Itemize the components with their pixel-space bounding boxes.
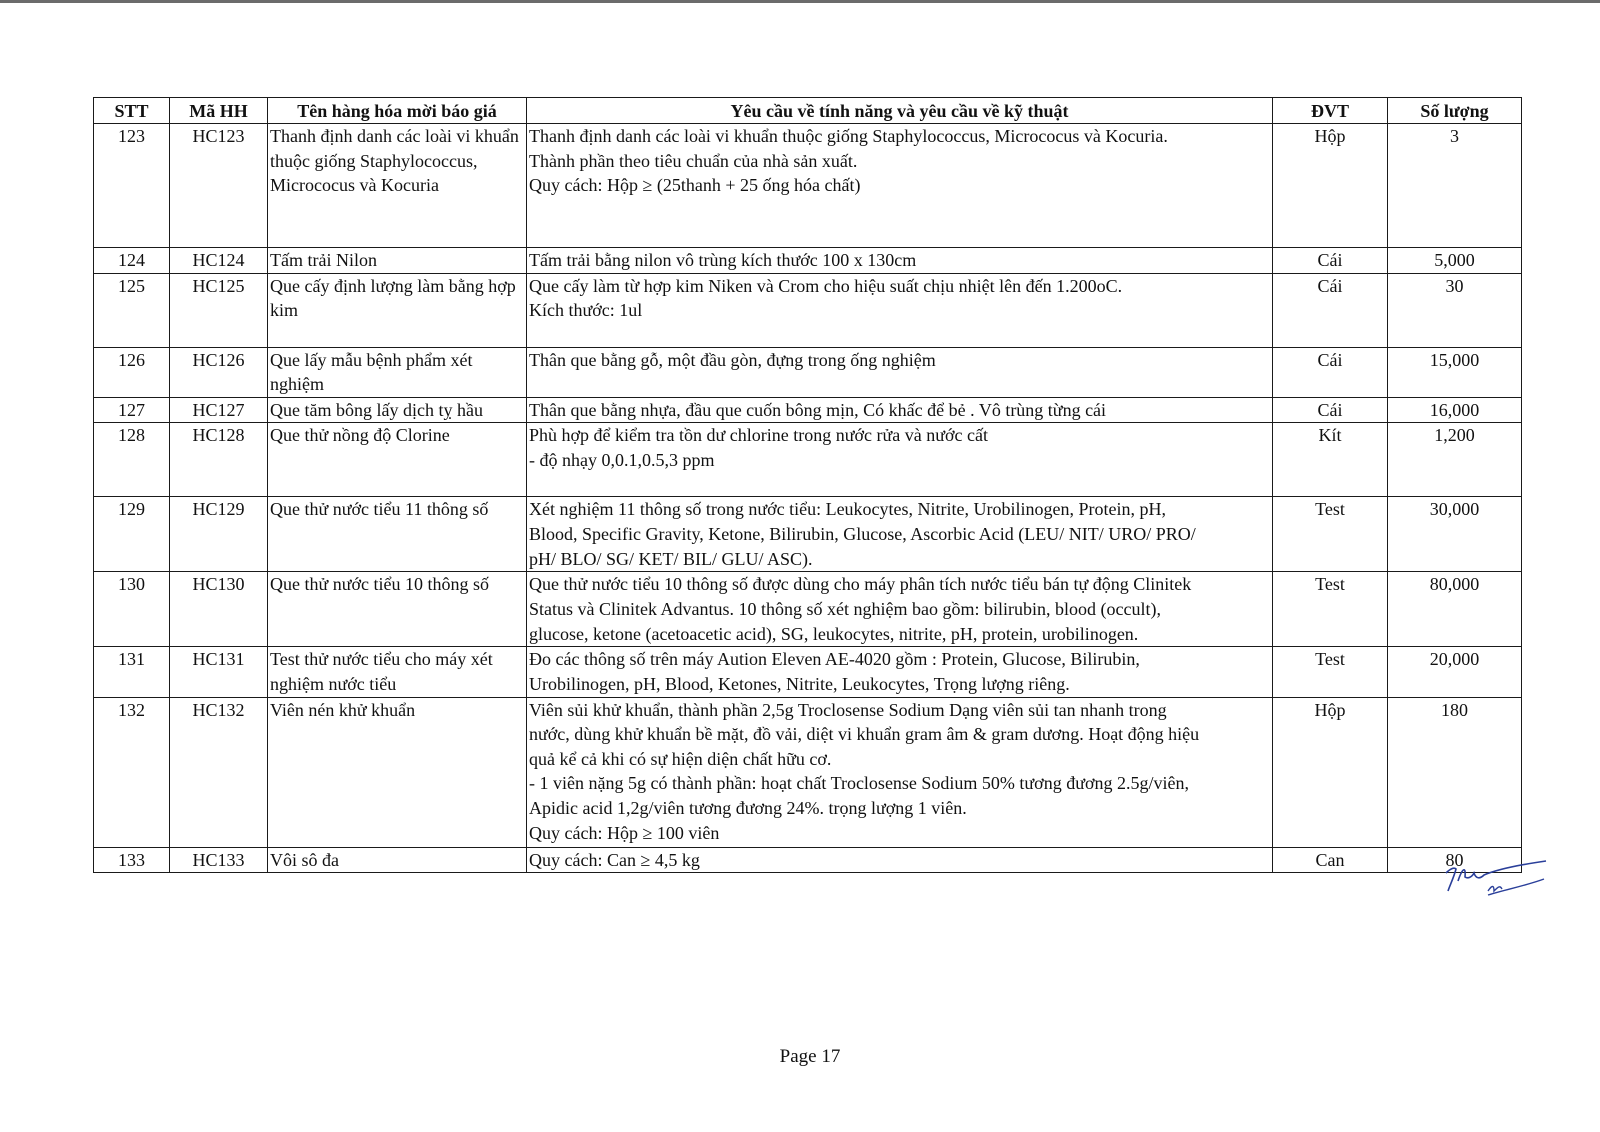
cell-name: Tấm trải Nilon: [268, 248, 527, 274]
cell-stt: 129: [94, 497, 170, 572]
cell-quantity: 180: [1388, 697, 1522, 847]
requirement-line: Phù hợp để kiểm tra tồn dư chlorine trong nước rửa và nước cất: [529, 425, 988, 446]
header-code: Mã HH: [170, 98, 268, 124]
requirement-line: pH/ BLO/ SG/ KET/ BIL/ GLU/ ASC).: [529, 548, 813, 569]
cell-stt: 131: [94, 647, 170, 697]
cell-requirements: [527, 497, 1273, 572]
cell-requirements: [527, 273, 1273, 347]
cell-code: HC131: [170, 647, 268, 697]
cell-stt: 130: [94, 572, 170, 647]
cell-quantity: 80,000: [1388, 572, 1522, 647]
handwritten-signature: [1438, 855, 1550, 903]
cell-unit: Test: [1273, 647, 1388, 697]
requirement-line: Quy cách: Hộp ≥ (25thanh + 25 ống hóa chất): [529, 175, 861, 196]
cell-code: HC129: [170, 497, 268, 572]
table-body: [94, 124, 1522, 873]
requirement-line: Thân que bằng nhựa, đầu que cuốn bông mịn, Có khấc để bẻ . Vô trùng từng cái: [529, 399, 1107, 420]
header-quantity: Số lượng: [1388, 98, 1522, 124]
requirement-line: Blood, Specific Gravity, Ketone, Bilirubin, Glucose, Ascorbic Acid (LEU/ NIT/ URO/ PRO/: [529, 523, 1196, 544]
page-number: Page 17: [779, 1046, 841, 1067]
cell-code: HC132: [170, 697, 268, 847]
cell-stt: 133: [94, 847, 170, 873]
table-row: [94, 124, 1522, 248]
requirement-line: Đo các thông số trên máy Aution Eleven AE-4020 gồm : Protein, Glucose, Bilirubin,: [529, 649, 1140, 670]
requirement-line: - 1 viên nặng 5g có thành phần: hoạt chất Troclosense Sodium 50% tương đương 2.5g/viên,: [529, 773, 1189, 794]
cell-name: Viên nén khử khuẩn: [268, 697, 527, 847]
table-row: [94, 497, 1522, 572]
scan-top-edge: [0, 0, 1600, 3]
requirement-line: Urobilinogen, pH, Blood, Ketones, Nitrite, Leukocytes, Trọng lượng riêng.: [529, 673, 1070, 694]
requirement-line: Thanh định danh các loài vi khuẩn thuộc giống Staphylococcus, Micrococus và Kocuria.: [529, 126, 1168, 146]
cell-name: Test thử nước tiểu cho máy xét nghiệm nước tiểu: [268, 647, 527, 697]
cell-name: Que thử nồng độ Clorine: [268, 423, 527, 497]
cell-quantity: 20,000: [1388, 647, 1522, 697]
cell-name: Que thử nước tiểu 11 thông số: [268, 497, 527, 572]
table-row: [94, 572, 1522, 647]
table-row: [94, 347, 1522, 397]
requirement-line: glucose, ketone (acetoacetic acid), SG, leukocytes, nitrite, pH, protein, urobilinogen.: [529, 623, 1139, 644]
cell-unit: Cái: [1273, 347, 1388, 397]
cell-quantity: 80: [1388, 847, 1522, 873]
cell-unit: Test: [1273, 497, 1388, 572]
cell-unit: Cái: [1273, 273, 1388, 347]
cell-name: Que thử nước tiểu 10 thông số: [268, 572, 527, 647]
cell-requirements: [527, 124, 1273, 248]
requirement-line: Que cấy làm từ hợp kim Niken và Crom cho hiệu suất chịu nhiệt lên đến 1.200oC.: [529, 275, 1123, 296]
header-requirements: Yêu cầu về tính năng và yêu cầu về kỹ thuật: [527, 98, 1273, 124]
cell-unit: Cái: [1273, 248, 1388, 274]
cell-code: HC125: [170, 273, 268, 347]
cell-requirements: [527, 347, 1273, 397]
cell-quantity: 30,000: [1388, 497, 1522, 572]
requirement-line: Thành phần theo tiêu chuẩn của nhà sản xuất.: [529, 150, 858, 171]
requirement-line: Tấm trải bằng nilon vô trùng kích thước 100 x 130cm: [529, 250, 917, 270]
cell-unit: Test: [1273, 572, 1388, 647]
cell-code: HC124: [170, 248, 268, 274]
cell-stt: 125: [94, 273, 170, 347]
header-stt: STT: [94, 98, 170, 124]
cell-name: Que tăm bông lấy dịch tỵ hầu: [268, 397, 527, 423]
cell-name: Que cấy định lượng làm bằng hợp kim: [268, 273, 527, 347]
cell-code: HC126: [170, 347, 268, 397]
requirement-line: Kích thước: 1ul: [529, 300, 643, 321]
requirement-line: nước, dùng khử khuẩn bề mặt, đồ vải, diệt vi khuẩn gram âm & gram dương. Hoạt động hiệu: [529, 724, 1200, 745]
cell-unit: Cái: [1273, 397, 1388, 423]
cell-name: Vôi sô đa: [268, 847, 527, 873]
cell-stt: 127: [94, 397, 170, 423]
cell-requirements: [527, 697, 1273, 847]
cell-requirements: [527, 397, 1273, 423]
cell-stt: 123: [94, 124, 170, 248]
cell-code: HC127: [170, 397, 268, 423]
cell-unit: Hộp: [1273, 697, 1388, 847]
quotation-items-table: [93, 97, 1522, 873]
cell-requirements: [527, 248, 1273, 274]
cell-stt: 124: [94, 248, 170, 274]
cell-quantity: 3: [1388, 124, 1522, 248]
table-row: [94, 647, 1522, 697]
cell-unit: Kít: [1273, 423, 1388, 497]
cell-name: Thanh định danh các loài vi khuẩn thuộc giống Staphylococcus, Micrococus và Kocuria: [268, 124, 527, 248]
cell-quantity: 16,000: [1388, 397, 1522, 423]
cell-code: HC133: [170, 847, 268, 873]
cell-quantity: 1,200: [1388, 423, 1522, 497]
cell-requirements: [527, 647, 1273, 697]
header-unit: ĐVT: [1273, 98, 1388, 124]
table-row: [94, 248, 1522, 274]
cell-code: HC123: [170, 124, 268, 248]
header-name: Tên hàng hóa mời báo giá: [268, 98, 527, 124]
table-row: [94, 423, 1522, 497]
cell-code: HC128: [170, 423, 268, 497]
cell-stt: 126: [94, 347, 170, 397]
table-row: [94, 697, 1522, 847]
table-row: [94, 273, 1522, 347]
table-header-row: [94, 98, 1522, 124]
requirement-line: Que thử nước tiểu 10 thông số được dùng cho máy phân tích nước tiểu bán tự động Clinitek: [529, 574, 1192, 595]
cell-unit: Can: [1273, 847, 1388, 873]
requirement-line: - độ nhạy 0,0.1,0.5,3 ppm: [529, 449, 715, 470]
cell-code: HC130: [170, 572, 268, 647]
table-row: [94, 397, 1522, 423]
cell-requirements: [527, 572, 1273, 647]
requirement-line: Status và Clinitek Advantus. 10 thông số xét nghiệm bao gồm: bilirubin, blood (occult),: [529, 598, 1161, 619]
table-row: [94, 847, 1522, 873]
cell-requirements: [527, 423, 1273, 497]
requirement-line: Viên sủi khử khuẩn, thành phần 2,5g Troclosense Sodium Dạng viên sủi tan nhanh trong: [529, 699, 1167, 720]
requirement-line: Apidic acid 1,2g/viên tương đương 24%. trọng lượng 1 viên.: [529, 797, 967, 818]
requirement-line: Xét nghiệm 11 thông số trong nước tiểu: Leukocytes, Nitrite, Urobilinogen, Protein, pH,: [529, 499, 1167, 520]
cell-name: Que lấy mẫu bệnh phẩm xét nghiệm: [268, 347, 527, 397]
requirement-line: Quy cách: Can ≥ 4,5 kg: [529, 849, 700, 870]
cell-requirements: [527, 847, 1273, 873]
cell-unit: Hộp: [1273, 124, 1388, 248]
requirement-line: Thân que bằng gỗ, một đầu gòn, đựng trong ống nghiệm: [529, 349, 936, 370]
cell-quantity: 5,000: [1388, 248, 1522, 274]
requirement-line: quả kể cả khi có sự hiện diện chất hữu cơ.: [529, 748, 832, 769]
cell-quantity: 30: [1388, 273, 1522, 347]
cell-stt: 128: [94, 423, 170, 497]
cell-stt: 132: [94, 697, 170, 847]
cell-quantity: 15,000: [1388, 347, 1522, 397]
requirement-line: Quy cách: Hộp ≥ 100 viên: [529, 822, 720, 843]
